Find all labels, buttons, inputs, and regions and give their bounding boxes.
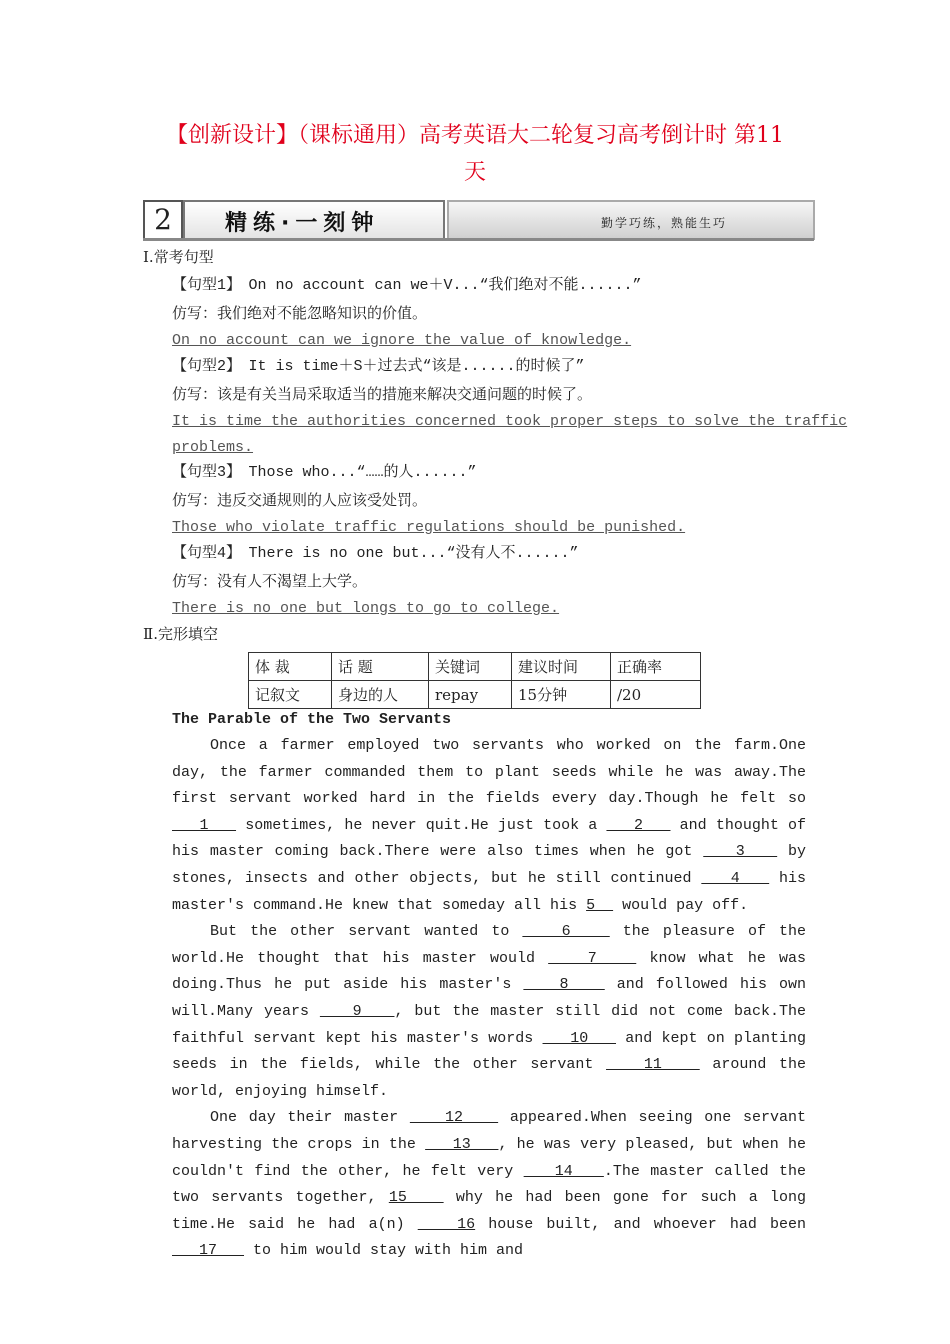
blank-14[interactable]: 14 — [523, 1162, 604, 1180]
blank-13[interactable]: 13 — [425, 1135, 499, 1153]
blank-12[interactable]: 12 — [409, 1109, 499, 1127]
section-banner — [143, 200, 814, 240]
table-cell: repay — [429, 681, 512, 709]
table-header-cell: 关键词 — [429, 653, 512, 681]
table-header-cell: 正确率 — [611, 653, 701, 681]
blank-5[interactable]: 5 — [586, 896, 614, 914]
document-title: 【创新设计】（课标通用）高考英语大二轮复习高考倒计时 第11 — [166, 123, 784, 148]
pattern-1: 【句型1】 On no account can we＋V...“我们绝对不能......” — [172, 277, 642, 294]
blank-4[interactable]: 4 — [701, 869, 770, 887]
blank-8[interactable]: 8 — [523, 976, 605, 994]
blank-7[interactable]: 7 — [548, 949, 637, 967]
table-cell: /20 — [611, 681, 701, 709]
prompt-4: 仿写：没有人不渴望上大学。 — [172, 572, 368, 590]
blank-2[interactable]: 2 — [606, 816, 671, 834]
prompt-1: 仿写：我们绝对不能忽略知识的价值。 — [172, 304, 428, 322]
blank-16[interactable]: 16 — [417, 1215, 476, 1233]
passage-body — [172, 733, 806, 1265]
document-title-continued: 天 — [463, 160, 486, 185]
passage-paragraph-1: Once a farmer employed two servants who worked on the farm.One day, the farmer commanded them to plant seeds while he was away.The first servant worked hard in the fields every day.Though he felt so 1 sometimes, he never quit.He just took a 2 and thought of his master coming back.There were also times when he got 3 by stones, insects and other objects, but he still continued 4 his master's command.He knew that someday all his 5 would pay off. — [172, 737, 807, 914]
blank-9[interactable]: 9 — [319, 1002, 395, 1020]
table-cell: 15分钟 — [512, 681, 611, 709]
table-header-row — [249, 653, 701, 681]
passage-title: The Parable of the Two Servants — [172, 711, 452, 728]
info-table — [248, 652, 701, 709]
blank-6[interactable]: 6 — [522, 923, 610, 941]
answer-4: There is no one but longs to go to college. — [172, 600, 560, 617]
table-row — [249, 681, 701, 709]
blank-15[interactable]: 15 — [388, 1189, 444, 1207]
answer-1: On no account can we ignore the value of knowledge. — [172, 332, 632, 349]
blank-1[interactable]: 1 — [172, 816, 237, 834]
blank-17[interactable]: 17 — [172, 1242, 245, 1260]
table-header-cell: 话 题 — [332, 653, 429, 681]
prompt-3: 仿写：违反交通规则的人应该受处罚。 — [172, 491, 428, 509]
banner-underline — [143, 238, 814, 241]
blank-10[interactable]: 10 — [542, 1029, 617, 1047]
passage-paragraph-3: One day their master 12 appeared.When seeing one servant harvesting the crops in the 13 , he was very pleased, but when he couldn't find the other, he felt very 14 .The master called the two servants together, 15 why he had been gone for such a long time.He said he had a(n) 16 house built, and whoever had been 17 to him would stay with him and — [172, 1109, 806, 1260]
banner-slogan-box — [447, 200, 815, 240]
pattern-2: 【句型2】 It is time＋S＋过去式“该是......的时候了” — [172, 358, 585, 375]
table-cell: 身边的人 — [332, 681, 429, 709]
banner-label-box — [183, 200, 445, 240]
table-header-cell: 建议时间 — [512, 653, 611, 681]
answer-2: It is time the authorities concerned took proper steps to solve the traffic — [172, 413, 848, 430]
banner-slogan: 勤学巧练，熟能生巧 — [600, 216, 727, 230]
answer-2-continued: problems. — [172, 439, 254, 456]
pattern-4: 【句型4】 There is no one but...“没有人不......” — [172, 545, 579, 562]
blank-11[interactable]: 11 — [606, 1056, 700, 1074]
section2-heading: Ⅱ.完形填空 — [143, 625, 218, 643]
prompt-2: 仿写：该是有关当局采取适当的措施来解决交通问题的时候了。 — [172, 385, 593, 403]
banner-label: 精练·一刻钟 — [225, 211, 380, 236]
pattern-3: 【句型3】 Those who...“……的人......” — [172, 464, 477, 481]
answer-3: Those who violate traffic regulations should be punished. — [172, 519, 686, 536]
blank-3[interactable]: 3 — [703, 843, 778, 861]
table-cell: 记叙文 — [249, 681, 332, 709]
section1-heading: Ⅰ.常考句型 — [143, 248, 214, 266]
passage-paragraph-2: But the other servant wanted to 6 the pleasure of the world.He thought that his master would 7 know what he was doing.Thus he put aside his master's 8 and followed his own will.Many years 9 , but the master still did not come back.The faithful servant kept his master's words 10 and kept on planting seeds in the fields, while the other servant 11 around the world, enjoying himself. — [172, 923, 807, 1100]
banner-number: 2 — [143, 200, 183, 240]
table-header-cell: 体 裁 — [249, 653, 332, 681]
